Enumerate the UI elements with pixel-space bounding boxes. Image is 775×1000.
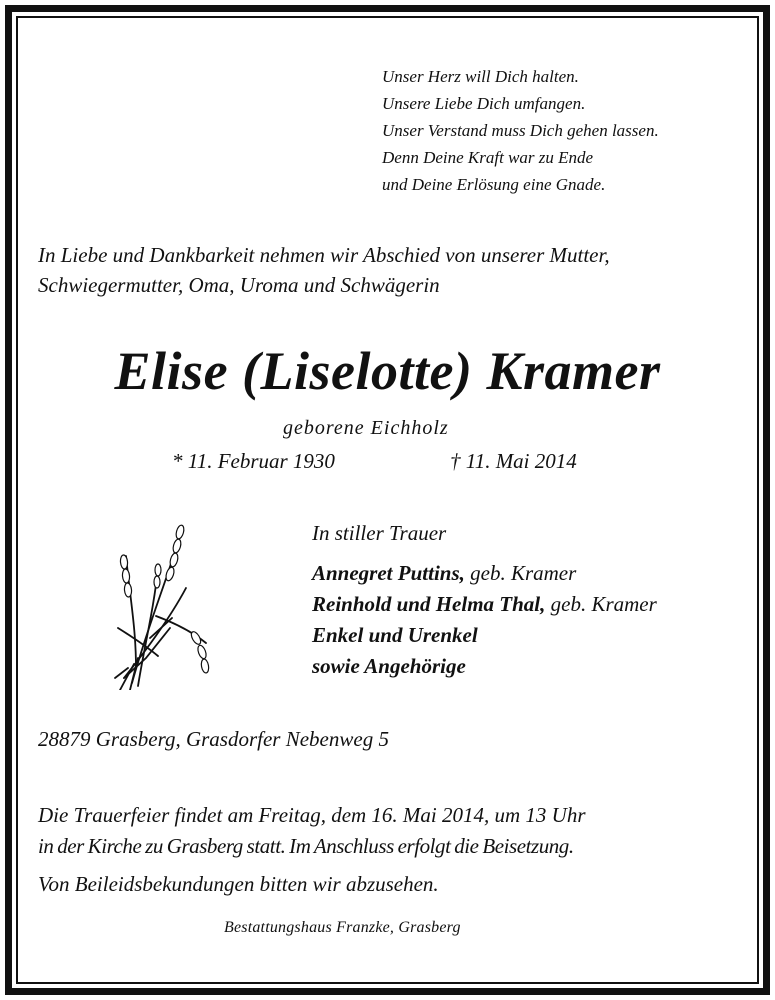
poem-line: und Deine Erlösung eine Gnade. [382, 175, 606, 194]
mourner-name: Reinhold und Helma Thal, [312, 592, 546, 616]
mourner-note: geb. Kramer [545, 592, 657, 616]
undertaker: Bestattungshaus Franzke, Grasberg [224, 919, 461, 936]
poem-line: Unsere Liebe Dich umfangen. [382, 94, 586, 113]
deceased-name: Elise (Liselotte) Kramer [114, 341, 661, 401]
mourner-row [312, 620, 657, 651]
mourner-row [312, 558, 657, 589]
mourner-name: Enkel und Urenkel [312, 623, 478, 647]
intro-text [38, 240, 610, 300]
poem-line: Unser Verstand muss Dich gehen lassen. [382, 121, 659, 140]
service-line: Die Trauerfeier findet am Freitag, dem 16. Mai 2014, um 13 Uhr [38, 803, 586, 827]
intro-line: Schwiegermutter, Oma, Uroma und Schwägerin [38, 273, 440, 297]
birth-date: * 11. Februar 1930 [172, 449, 335, 473]
mourner-row [312, 589, 657, 620]
maiden-name: geborene Eichholz [283, 417, 449, 439]
intro-line: In Liebe und Dankbarkeit nehmen wir Abschied von unserer Mutter, [38, 243, 610, 267]
death-date: † 11. Mai 2014 [450, 449, 577, 473]
address: 28879 Grasberg, Grasdorfer Nebenweg 5 [38, 727, 389, 751]
wheat-sheaf-icon [110, 518, 215, 690]
poem-line: Denn Deine Kraft war zu Ende [382, 148, 594, 167]
mourner-note: geb. Kramer [464, 561, 577, 585]
mourner-row [312, 651, 657, 682]
poem-line: Unser Herz will Dich halten. [382, 67, 579, 86]
mourners-heading: In stiller Trauer [312, 521, 447, 545]
mourner-name: Annegret Puttins, [312, 561, 465, 585]
service-line: in der Kirche zu Grasberg statt. Im Anschluss erfolgt die Beisetzung. [38, 834, 574, 858]
poem [382, 63, 659, 198]
service-info [38, 800, 586, 862]
condolences-note: Von Beileidsbekundungen bitten wir abzusehen. [38, 872, 439, 896]
mourners-block [312, 518, 657, 682]
mourner-name: sowie Angehörige [312, 654, 466, 678]
